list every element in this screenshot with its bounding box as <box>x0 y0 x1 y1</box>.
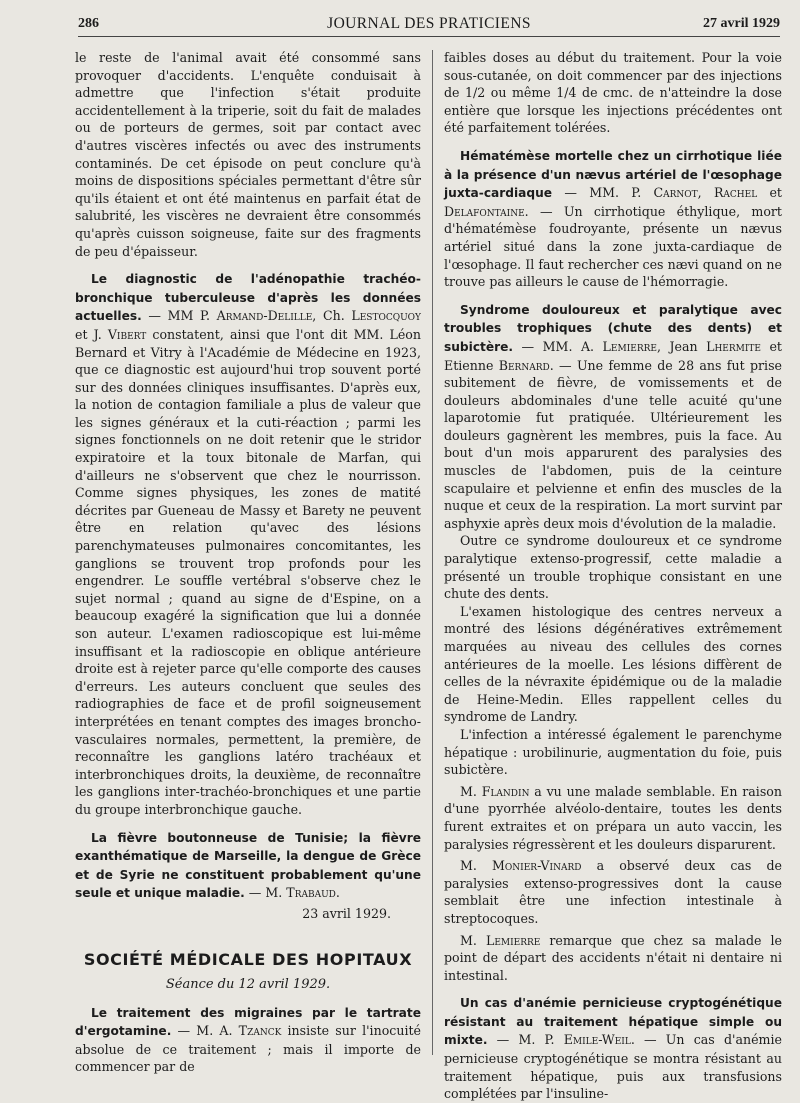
page-number: 286 <box>78 16 99 31</box>
column-divider <box>432 50 433 1055</box>
author-name: Emile-Weil <box>563 1032 631 1048</box>
author-name: Flandin <box>481 783 530 799</box>
article-migraines: Le traitement des migraines par le tartrate d'ergotamine. — M. A. Tzanck insiste sur l'inocuité absolue de ce traitement ; mais il importe de commencer par de <box>75 1005 421 1075</box>
page-header <box>78 14 780 37</box>
article-hematemese: Hématémèse mortelle chez un cirrhotique liée à la présence d'un nævus artériel de l'œsophage juxta-cardiaque — MM. P. Carnot, Rachel et Delafontaine. — Un cirrhotique éthylique, mort d'hématémèse foudroyante, présente un nævus artériel situé dans la zone juxta-cardiaque de l'œsophage. Il faut rechercher ces nævi quand on ne trouve pas ailleurs le cause de l'hémorragie. <box>444 148 782 290</box>
author-name: Lemierre <box>485 932 541 948</box>
article-title: Le traitement des migraines par le tartrate d'ergotamine. <box>75 1005 421 1039</box>
section-title: SOCIÉTÉ MÉDICALE DES HOPITAUX <box>83 949 413 969</box>
author-name: Lemierre <box>602 338 657 354</box>
article-body: constatent, ainsi que l'ont dit MM. Léon Bernard et Vitry à l'Académie de Médecine en 1923, que ce diagnostic est aujourd'hui trop souvent porté sur des données cliniques insuffisantes. D'après eux, la notion de contagion familiale a plus de valeur que les signes généraux et la cuti-réaction ; parmi les signes fonctionnels on ne doit retenir que le stridor expiratoire et la toux bitonale de Marfan, qui d'ailleurs ne s'observent que chez le nourrisson. Comme signes physiques, les zones de matité décrites par Gueneau de Massy et Barety ne peuvent être en relation qu'avec des lésions parenchymateuses pulmonaires concomitantes, les ganglions se trouvent trop profonds pour les engendrer. Le souffle vertébral s'observe chez le sujet normal ; quand au signe de d'Espine, on a beaucoup exagéré la signification que lui a donnée son auteur. L'examen radioscopique est lui-même insuffisant et la radioscopie en oblique antérieure droite est à rejeter parce qu'elle comporte des causes d'erreurs. Les auteurs concluent que seules des radiographies de face et de profil soigneusement interprétées en tenant comptes des images broncho-vasculaires normales, permettent, la première, de reconnaître les ganglions latéro trachéaux et interbronchiques droits, la deuxième, de reconnaître les ganglions inter-trachéo-bronchiques et une partie du groupe interbronchique gauche. <box>75 326 421 817</box>
author-name: Carnot <box>653 185 698 201</box>
right-column <box>444 49 782 1103</box>
author-name: Monier-Vinard <box>492 858 582 874</box>
article-title: Hématémèse mortelle chez un cirrhotique liée à la présence d'un nævus artériel de l'œsophage juxta-cardiaque <box>444 148 782 201</box>
paragraph: faibles doses au début du traitement. Pour la voie sous-cutanée, on doit commencer par des injections de 1/2 ou même 1/4 de cmc. de n'atteindre la dose entière que lorsque les injections précédentes ont été parfaitement tolérées. <box>444 50 782 136</box>
paragraph: M. Lemierre remarque que chez sa malade le point de départ des accidents n'était ni dentaire ni intestinal. <box>444 932 783 983</box>
article-syndrome-douloureux: Syndrome douloureux et paralytique avec troubles trophiques (chute des dents) et subictère. — MM. A. Lemierre, Jean Lhermite et Etienne Bernard. — Une femme de 28 ans fut prise subitement de fièvre, de vomissements et de douleurs abdominales d'une telle acuité qu'une laparotomie fut pratiquée. Ultérieurement les douleurs gagnèrent les membres, puis la face. Au bout d'un mois apparurent des paralysies des muscles de l'abdomen, puis de la ceinture scapulaire et pelvienne et enfin des muscles de la nuque et ceux de la respiration. La mort survint par asphyxie après deux mois d'évolution de la maladie. <box>444 302 782 531</box>
article-diagnostic-adenopathie: Le diagnostic de l'adénopathie trachéo-bronchique tuberculeuse d'après les données actuelles. — MM P. Armand-Delille, Ch. Lestocquoy et J. Vibert constatent, ainsi que l'ont dit MM. Léon Bernard et Vitry à l'Académie de Médecine en 1923, que ce diagnostic est aujourd'hui trop souvent porté sur des données cliniques insuffisantes. D'après eux, la notion de contagion familiale a plus de valeur que les signes généraux et la cuti-réaction ; parmi les signes fonctionnels on ne doit retenir que le stridor expiratoire et la toux bitonale de Marfan, qui d'ailleurs ne s'observent que chez le nourrisson. Comme signes physiques, les zones de matité décrites par Gueneau de Massy et Barety ne peuvent être en relation qu'avec des lésions parenchymateuses pulmonaires concomitantes, les ganglions se trouvent trop profonds pour les engendrer. Le souffle vertébral s'observe chez le sujet normal ; quand au signe de d'Espine, on a beaucoup exagéré la signification que lui a donnée son auteur. L'examen radioscopique est lui-même insuffisant et la radioscopie en oblique antérieure droite est à rejeter parce qu'elle comporte des causes d'erreurs. Les auteurs concluent que seules des radiographies de face et de profil soigneusement interprétées en tenant comptes des images broncho-vasculaires normales, permettent, la première, de reconnaître les ganglions latéro trachéaux et interbronchiques droits, la deuxième, de reconnaître les ganglions inter-trachéo-bronchiques et une partie du groupe interbronchique gauche. <box>75 272 421 817</box>
article-title: Syndrome douloureux et paralytique avec troubles trophiques (chute des dents) et subictère. <box>444 302 782 354</box>
journal-title: JOURNAL DES PRATICIENS <box>327 15 531 32</box>
author-name: Delafontaine <box>444 203 525 219</box>
paragraph: M. Monier-Vinard a observé deux cas de paralysies extenso-progressives dont la cause semblait être une infection intestinale à streptocoques. <box>444 858 782 926</box>
author-name: Vibert <box>107 326 147 342</box>
left-column <box>75 49 421 1076</box>
article-fievre-boutonneuse: La fièvre boutonneuse de Tunisie; la fièvre exanthématique de Marseille, la dengue de Grèce et de Syrie ne constituent probablement qu'une seule et unique maladie. — M. Trabaud. <box>75 830 421 901</box>
article-date: 23 avril 1929. <box>302 905 391 921</box>
author-name: Bernard <box>498 357 550 373</box>
paragraph: L'examen histologique des centres nerveux a montré des lésions dégénératives extrêmement marquées au niveau des cellules des cornes antérieures de la moelle. Les lésions diffèrent de celles de la névraxite épidémique ou de la maladie de Heine-Medin. Elles rappellent celles du syndrome de Landry. <box>444 603 782 725</box>
author-name: Lhermite <box>706 338 761 354</box>
article-title: Le diagnostic de l'adénopathie trachéo-bronchique tuberculeuse d'après les données actuelles. <box>75 272 421 324</box>
author-name: Lestocquoy <box>351 308 421 324</box>
article-title: La fièvre boutonneuse de Tunisie; la fièvre exanthématique de Marseille, la dengue de Grèce et de Syrie ne constituent probablement qu'une seule et unique maladie. <box>75 830 421 901</box>
article-body: . — Une femme de 28 ans fut prise subitement de fièvre, de vomissements et de douleurs abdominales d'une telle acuité qu'une laparotomie fut pratiquée. Ultérieurement les douleurs gagnèrent les membres, puis la face. Au bout d'un mois apparurent des paralysies des muscles de l'abdomen, puis de la ceinture scapulaire et pelvienne et enfin des muscles de la nuque et ceux de la respiration. La mort survint par asphyxie après deux mois d'évolution de la maladie. <box>444 357 782 531</box>
paragraph: L'infection a intéressé également le parenchyme hépatique : urobilinurie, augmentation du foie, puis subictère. <box>444 726 782 778</box>
issue-date: 27 avril 1929 <box>703 16 780 31</box>
article-anemie-pernicieuse: Un cas d'anémie pernicieuse cryptogénétique résistant au traitement hépatique simple ou mixte. — M. P. Emile-Weil. — Un cas d'anémie pernicieuse cryptogénétique se montra résistant au traitement hépatique, puis aux transfusions complétées par l'insuline- <box>444 996 782 1102</box>
article-body: . — Un cirrhotique éthylique, mort d'hématémèse foudroyante, présente un nævus artériel situé dans la zone juxta-cardiaque de l'œsophage. Il faut rechercher ces nævi quand on ne trouve pas ailleurs le cause de l'hémorragie. <box>444 203 782 290</box>
author-name: Tzanck <box>238 1023 282 1039</box>
article-body: insiste sur l'inocuité absolue de ce traitement ; mais il importe de commencer par de <box>75 1023 421 1075</box>
paragraph: M. Flandin a vu une malade semblable. En raison d'une pyorrhée alvéolo-dentaire, toutes les dents furent extraites et on prépara un auto vaccin, les paralysies régressèrent et les douleurs disparurent. <box>444 783 782 852</box>
author-name: Rachel <box>713 185 758 201</box>
author-name: Trabaud <box>286 885 336 901</box>
session-date: Séance du 12 avril 1929. <box>165 977 331 993</box>
paragraph: Outre ce syndrome douloureux et ce syndrome paralytique extenso-progressif, cette maladie a présenté un trouble trophique consistant en une chute des dents. <box>444 533 782 602</box>
article-title: Un cas d'anémie pernicieuse cryptogénétique résistant au traitement hépatique simple ou mixte. <box>444 996 782 1048</box>
paragraph: le reste de l'animal avait été consommé sans provoquer d'accidents. L'enquête conduisait à admettre que l'infection s'était produite accidentellement à la triperie, soit du fait de malades ou de porteurs de germes, soit par contact avec d'autres viscères infectés ou avec des instruments contaminés. De cet épisode on peut conclure qu'à moins de dispositions spéciales permettant d'être sûr qu'ils étaient et ont été maintenus en parfait état de salubrité, les viscères ne devraient être consommés qu'après cuisson soigneuse, faite sur des fragments de peu d'épaisseur. <box>75 50 421 259</box>
author-name: Armand-Delille <box>216 308 313 324</box>
article-body: . — Un cas d'anémie pernicieuse cryptogénétique se montra résistant au traitement hépatique, puis aux transfusions complétées par l'insuline- <box>444 1032 782 1102</box>
